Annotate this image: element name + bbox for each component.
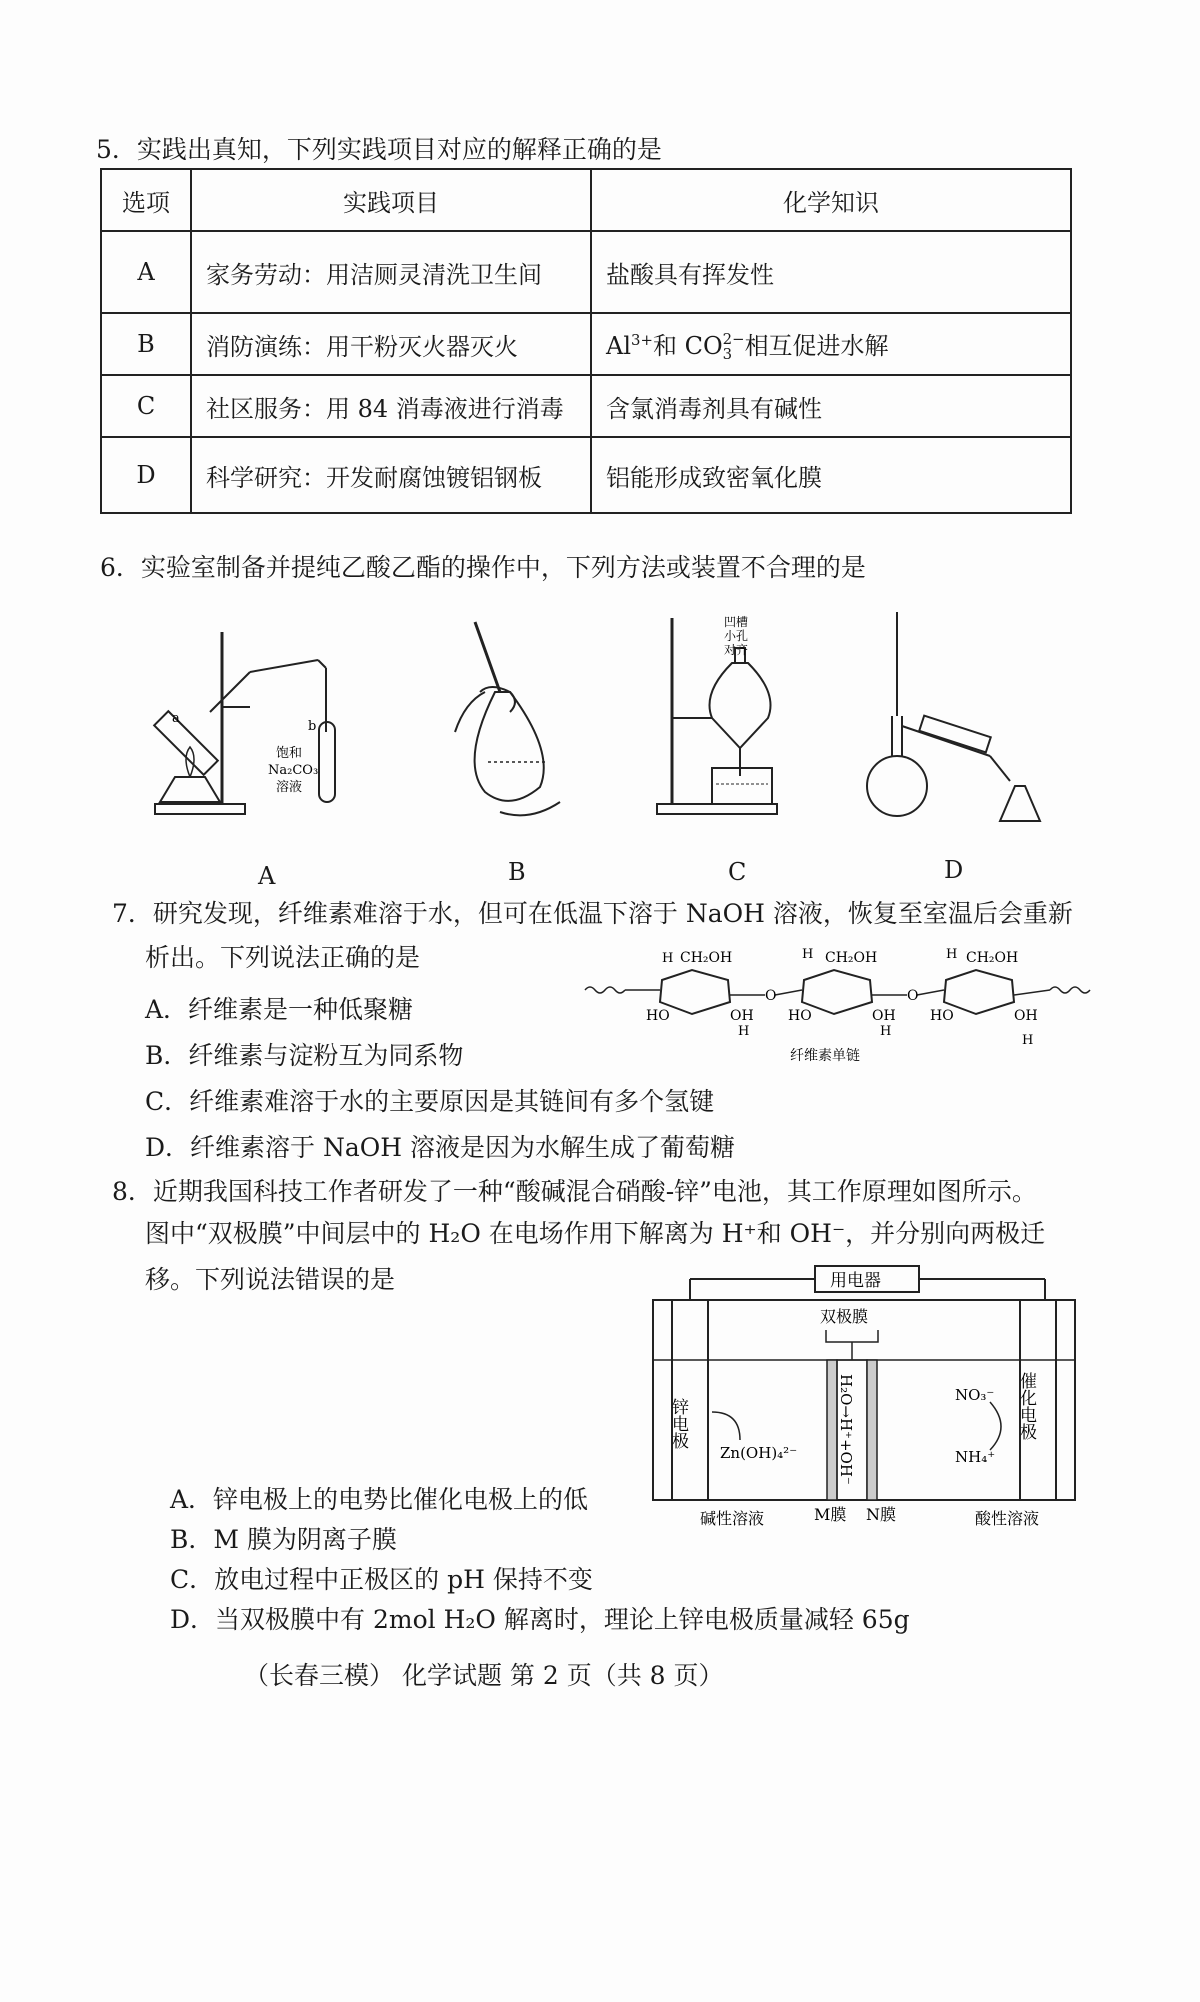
dissociation-label: H₂O→H⁺+OH⁻ [837,1374,855,1485]
row-knowledge: 盐酸具有挥发性 [591,231,1071,313]
row-project: 社区服务：用 84 消毒液进行消毒 [191,375,591,437]
row-knowledge: $Al^{3+}$和 CO 2− 3 相互促进水解 [591,313,1071,375]
svg-text:溶液: 溶液 [276,780,303,795]
q7-option-c: C．纤维素难溶于水的主要原因是其链间有多个氢键 [145,1087,715,1116]
svg-text:Na₂CO₃: Na₂CO₃ [268,763,319,778]
nitrate-label: NO₃⁻ [955,1386,995,1404]
svg-text:H: H [880,1024,892,1039]
practice-table [100,168,1072,514]
cellulose-structure [580,940,1100,1068]
svg-text:HO: HO [788,1008,812,1024]
row-option: B [101,313,191,375]
q7-option-b: B．纤维素与淀粉互为同系物 [145,1041,464,1070]
row-project: 科学研究：开发耐腐蚀镀铝钢板 [191,437,591,513]
battery-diagram [650,1262,1080,1534]
apparatus-d [840,606,1050,830]
svg-text:CH₂OH: CH₂OH [680,950,733,966]
q8-stem-1: 8．近期我国科技工作者研发了一种“酸碱混合硝酸-锌”电池，其工作原理如图所示。 [112,1177,1037,1206]
cellulose-caption: 纤维素单链 [790,1048,860,1064]
table-row [101,437,1071,513]
q7-stem-2: 析出。下列说法正确的是 [145,943,421,972]
header-knowledge: 化学知识 [591,169,1071,231]
q8-option-c: C．放电过程中正极区的 pH 保持不变 [170,1565,593,1594]
svg-text:HO: HO [930,1008,954,1024]
svg-text:H: H [662,951,674,966]
svg-text:OH: OH [730,1008,754,1024]
row-knowledge: 含氯消毒剂具有碱性 [591,375,1071,437]
svg-text:OH: OH [872,1008,896,1024]
mark-a: a [172,711,180,726]
svg-text:OH: OH [1014,1008,1038,1024]
apparatus-b [440,612,580,830]
svg-text:H: H [738,1024,750,1039]
svg-text:HO: HO [646,1008,670,1024]
alkaline-label: 碱性溶液 [700,1509,765,1528]
page-footer: （长春三模） 化学试题 第 2 页（共 8 页） [244,1661,724,1690]
q8-option-b: B．M 膜为阴离子膜 [170,1525,397,1554]
table-header-row [101,169,1071,231]
row-project: 消防演练：用干粉灭火器灭火 [191,313,591,375]
row-option: A [101,231,191,313]
n-membrane-label: N膜 [866,1505,897,1524]
table-row [101,375,1071,437]
header-option: 选项 [101,169,191,231]
svg-text:H: H [1022,1033,1034,1048]
q6-stem: 6．实验室制备并提纯乙酸乙酯的操作中，下列方法或装置不合理的是 [100,553,866,582]
svg-text:CH₂OH: CH₂OH [966,950,1019,966]
membrane-label: 双极膜 [820,1307,869,1326]
svg-text:对齐: 对齐 [724,643,749,657]
row-project: 家务劳动：用洁厕灵清洗卫生间 [191,231,591,313]
mark-b: b [308,719,317,734]
m-membrane-label: M膜 [814,1505,847,1524]
ammonium-label: NH₄⁺ [955,1448,996,1466]
svg-text:O: O [765,988,777,1004]
q8-option-d: D．当双极膜中有 2mol H₂O 解离时，理论上锌电极质量减轻 65g [170,1605,910,1634]
apparatus-d-label: D [944,856,964,884]
svg-text:锌电极: 锌电极 [668,1398,688,1449]
table-row [101,313,1071,375]
q7-option-a: A．纤维素是一种低聚糖 [145,995,414,1024]
svg-text:H: H [946,947,958,962]
svg-text:H: H [802,947,814,962]
svg-text:CH₂OH: CH₂OH [825,950,878,966]
zincate-label: Zn(OH)₄²⁻ [720,1444,798,1462]
q7-stem-1: 7．研究发现，纤维素难溶于水，但可在低温下溶于 NaOH 溶液，恢复至室温后会重新 [112,899,1073,928]
svg-text:饱和: 饱和 [276,746,303,761]
apparatus-c-label: C [728,858,747,886]
apparatus-a [150,612,370,830]
svg-text:催化电极: 催化电极 [1016,1372,1036,1440]
table-row [101,231,1071,313]
q7-option-d: D．纤维素溶于 NaOH 溶液是因为水解生成了葡萄糖 [145,1133,736,1162]
q5-stem: 5．实践出真知，下列实践项目对应的解释正确的是 [96,135,662,164]
q8-option-a: A．锌电极上的电势比催化电极上的低 [170,1485,589,1514]
q8-stem-3: 移。下列说法错误的是 [145,1265,396,1294]
header-project: 实践项目 [191,169,591,231]
row-option: D [101,437,191,513]
apparatus-c [652,608,802,830]
acidic-label: 酸性溶液 [975,1509,1040,1528]
svg-text:凹槽: 凹槽 [724,615,749,629]
apparatus-a-label: A [258,862,276,890]
row-option: C [101,375,191,437]
device-label: 用电器 [830,1271,881,1291]
svg-text:O: O [907,988,919,1004]
svg-text:小孔: 小孔 [724,629,749,643]
q8-stem-2: 图中“双极膜”中间层中的 H₂O 在电场作用下解离为 H⁺和 OH⁻，并分别向两极迁 [145,1219,1046,1248]
row-knowledge: 铝能形成致密氧化膜 [591,437,1071,513]
apparatus-b-label: B [508,858,526,886]
